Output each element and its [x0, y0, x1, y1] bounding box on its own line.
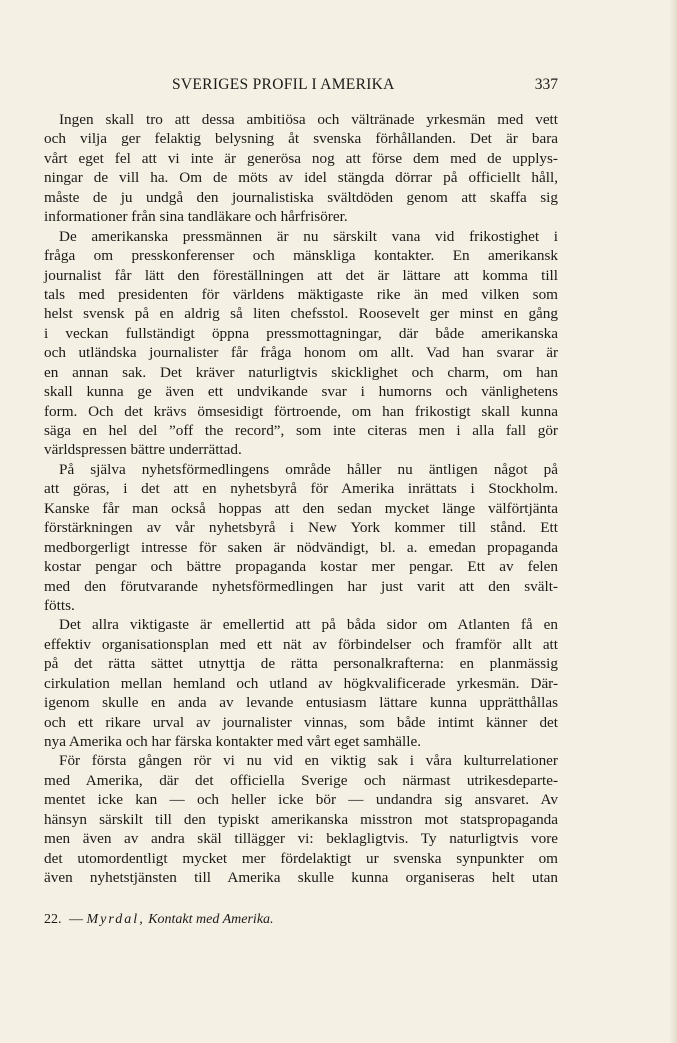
text-line: även nyhetstjänsten till Amerika skulle kunna organiseras helt utan [44, 869, 558, 887]
footer-author: Myrdal, [86, 912, 145, 927]
text-line: På själva nyhetsförmedlingens område håller nu äntligen något på [59, 460, 558, 478]
text-line: För första gången rör vi nu vid en viktig sak i våra kulturrelationer [59, 752, 558, 770]
text-line: men även av andra skäl tillägger vi: beklagligtvis. Ty naturligtvis vore [44, 830, 558, 848]
text-line: nya Amerika och har färska kontakter med vårt eget samhälle. [44, 733, 422, 750]
text-line: världspressen bättre underrättad. [44, 441, 242, 459]
footer-signature-line [44, 912, 558, 928]
text-line: kostar pengar och bättre propaganda kostar mer pengar. Ett av felen [44, 558, 558, 576]
text-line: igenom skulle en anda av levande entusiasm lättare kunna upprätthållas [44, 694, 558, 712]
page-number: 337 [534, 76, 558, 93]
signature-mark: 22. [44, 912, 62, 927]
text-line: det utomordentligt mycket mer fördelaktigt ur svenska synpunkter om [44, 849, 558, 867]
text-line: med Amerika, där det officiella Sverige och närmast utrikesdeparte- [44, 771, 558, 789]
text-line: fötts. [44, 596, 75, 614]
text-line: ningar de vill ha. Om de möts av idel stängda dörrar på officiellt håll, [44, 169, 558, 187]
text-line: fråga om presskonferenser och mänskliga kontakter. En amerikansk [44, 247, 558, 265]
text-line: Ingen skall tro att dessa ambitiösa och vältränade yrkesmän med vett [59, 111, 558, 128]
text-line: Kanske får man också hoppas att den sedan mycket länge välförtjänta [44, 499, 558, 517]
text-line: med den förutvarande nyhetsförmedlingen har just varit att den svält- [44, 577, 558, 595]
text-line: och ett rikare urval av journalister vinnas, som både intimt känner det [44, 713, 558, 731]
text-line: måste de ju undgå den journalistiska svältdöden genom att skaffa sig [44, 188, 558, 206]
text-line: säga en hel del ”off the record”, som inte citeras men i alla fall gör [44, 422, 558, 439]
text-line: skall kunna ge även ett undvikande svar i humorns och vänlighetens [44, 383, 558, 401]
text-line: mentet icke kan — och heller icke bör — undandra sig ansvaret. Av [44, 791, 558, 809]
text-line: tals med presidenten för världens mäktigaste rike än med vilken som [44, 285, 558, 303]
text-line: och vilja ger felaktig belysning åt svenska förhållanden. Det är bara [44, 130, 558, 148]
text-line: De amerikanska pressmännen är nu särskilt vana vid frikostighet i [59, 227, 558, 245]
page-edge-shadow [669, 0, 677, 1043]
text-line: journalist får lätt den föreställningen att det är lättare att komma till [44, 266, 558, 284]
footer-work-title: Kontakt med Amerika. [148, 912, 274, 927]
text-line: form. Och det krävs ömsesidigt förtroende, om han frikostigt skall kunna [44, 402, 558, 420]
text-line: medborgerligt intresse för saken är nödvändigt, bl. a. emedan propaganda [44, 538, 558, 556]
footer-dash: — [69, 912, 83, 927]
running-head [44, 76, 558, 98]
text-line: och utländska journalister får fråga honom om allt. Vad han svarar är [44, 344, 558, 362]
text-line: att göras, i det att en nyhetsbyrå för Amerika inrättats i Stockholm. [44, 480, 558, 498]
text-line: förstärkningen av vår nyhetsbyrå i New York kommer till stånd. Ett [44, 519, 558, 537]
text-line: informationer från sina tandläkare och hårfrisörer. [44, 208, 348, 226]
text-line: cirkulation mellan hemland och utland av högkvalificerade yrkesmän. Där- [44, 674, 558, 692]
body-text [44, 110, 558, 888]
text-line: Det allra viktigaste är emellertid att på båda sidor om Atlanten få en [59, 616, 558, 634]
text-line: en annan sak. Det kräver naturligtvis skicklighet och charm, om han [44, 363, 558, 381]
text-line: på det rätta sättet utnyttja de rätta personalkrafterna: en planmässig [44, 655, 558, 673]
text-line: hänsyn särskilt till den typiskt amerikanska misstron mot statspropaganda [44, 810, 558, 828]
text-line: helst svensk på en aldrig så liten chefsstol. Roosevelt ger minst en gång [44, 305, 558, 323]
text-line: vårt eget fel att vi inte är generösa nog att förse dem med de upplys- [44, 149, 558, 167]
text-line: effektiv organisationsplan med ett nät av förbindelser och framför allt att [44, 635, 558, 653]
text-line: i veckan fullständigt öppna pressmottagningar, där både amerikanska [44, 324, 558, 342]
running-title: SVERIGES PROFIL I AMERIKA [172, 76, 395, 93]
